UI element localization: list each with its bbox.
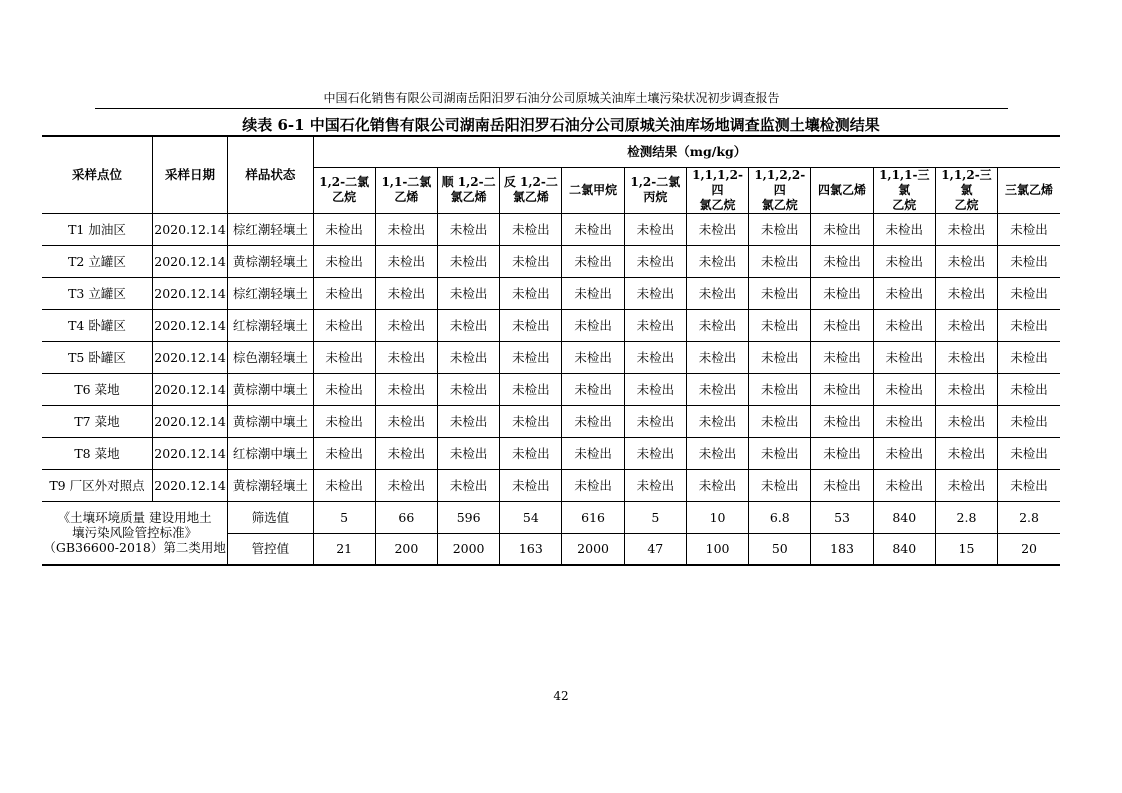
screening-value-cell: 6.8 xyxy=(749,501,811,533)
sampling-date-cell: 2020.12.14 xyxy=(152,405,227,437)
result-value-cell: 未检出 xyxy=(811,437,873,469)
header-compound xyxy=(935,167,997,213)
result-value-cell: 未检出 xyxy=(624,245,686,277)
sampling-point-cell: T4 卧罐区 xyxy=(42,309,152,341)
screening-label-cell: 筛选值 xyxy=(228,501,313,533)
result-value-cell: 未检出 xyxy=(873,213,935,245)
header-compound-line1: 四氯乙烯 xyxy=(818,182,867,197)
result-value-cell: 未检出 xyxy=(935,309,997,341)
result-value-cell: 未检出 xyxy=(624,405,686,437)
result-value-cell: 未检出 xyxy=(375,277,437,309)
header-compound-line2: 乙烷 xyxy=(954,197,979,212)
result-value-cell: 未检出 xyxy=(500,245,562,277)
result-value-cell: 未检出 xyxy=(686,373,748,405)
screening-value-cell: 616 xyxy=(562,501,624,533)
result-value-cell: 未检出 xyxy=(562,213,624,245)
table-row xyxy=(42,437,1060,469)
header-compound xyxy=(811,167,873,213)
result-value-cell: 未检出 xyxy=(998,341,1060,373)
header-compound-line2: 氯乙烷 xyxy=(699,197,736,212)
result-value-cell: 未检出 xyxy=(375,213,437,245)
header-compound-line2: 乙烷 xyxy=(892,197,917,212)
result-value-cell: 未检出 xyxy=(624,437,686,469)
result-value-cell: 未检出 xyxy=(873,437,935,469)
result-value-cell: 未检出 xyxy=(935,373,997,405)
result-value-cell: 未检出 xyxy=(873,309,935,341)
control-value-cell: 15 xyxy=(935,533,997,565)
result-value-cell: 未检出 xyxy=(500,213,562,245)
header-compound xyxy=(873,167,935,213)
result-value-cell: 未检出 xyxy=(562,437,624,469)
result-value-cell: 未检出 xyxy=(811,277,873,309)
sampling-point-cell: T7 菜地 xyxy=(42,405,152,437)
header-compound-line1: 三氯乙烯 xyxy=(1005,182,1054,197)
header-compound-line1: 二氯甲烷 xyxy=(569,182,618,197)
sample-state-cell: 棕红潮轻壤土 xyxy=(228,213,313,245)
result-value-cell: 未检出 xyxy=(749,437,811,469)
result-value-cell: 未检出 xyxy=(749,373,811,405)
result-value-cell: 未检出 xyxy=(873,277,935,309)
result-value-cell: 未检出 xyxy=(438,437,500,469)
sampling-point-cell: T5 卧罐区 xyxy=(42,341,152,373)
header-compound-line1: 1,2-二氯 xyxy=(630,175,681,189)
result-value-cell: 未检出 xyxy=(500,437,562,469)
result-value-cell: 未检出 xyxy=(562,405,624,437)
sample-state-cell: 棕色潮轻壤土 xyxy=(228,341,313,373)
screening-value-cell: 54 xyxy=(500,501,562,533)
sampling-point-cell: T9 厂区外对照点 xyxy=(42,469,152,501)
result-value-cell: 未检出 xyxy=(686,213,748,245)
result-value-cell: 未检出 xyxy=(811,405,873,437)
result-value-cell: 未检出 xyxy=(375,469,437,501)
header-compound xyxy=(313,167,375,213)
header-compound xyxy=(998,167,1060,213)
result-value-cell: 未检出 xyxy=(873,245,935,277)
result-value-cell: 未检出 xyxy=(500,277,562,309)
control-value-cell: 20 xyxy=(998,533,1060,565)
sampling-point-cell: T1 加油区 xyxy=(42,213,152,245)
header-results-group: 检测结果（mg/kg） xyxy=(313,136,1060,167)
standard-reference-line1: 《土壤环境质量 建设用地土 xyxy=(57,510,212,526)
result-value-cell: 未检出 xyxy=(313,245,375,277)
result-value-cell: 未检出 xyxy=(998,213,1060,245)
control-value-cell: 2000 xyxy=(438,533,500,565)
result-value-cell: 未检出 xyxy=(313,309,375,341)
result-value-cell: 未检出 xyxy=(998,373,1060,405)
result-value-cell: 未检出 xyxy=(935,277,997,309)
result-value-cell: 未检出 xyxy=(749,213,811,245)
screening-value-cell: 10 xyxy=(686,501,748,533)
sampling-date-cell: 2020.12.14 xyxy=(152,277,227,309)
screening-value-cell: 53 xyxy=(811,501,873,533)
result-value-cell: 未检出 xyxy=(313,213,375,245)
result-value-cell: 未检出 xyxy=(313,341,375,373)
sample-state-cell: 黄棕潮轻壤土 xyxy=(228,469,313,501)
result-value-cell: 未检出 xyxy=(749,245,811,277)
control-label-cell: 管控值 xyxy=(228,533,313,565)
result-value-cell: 未检出 xyxy=(562,245,624,277)
header-compound-line1: 1,2-二氯 xyxy=(319,175,370,189)
result-value-cell: 未检出 xyxy=(811,213,873,245)
standard-reference-cell xyxy=(42,501,228,565)
result-value-cell: 未检出 xyxy=(811,309,873,341)
sample-state-cell: 黄棕潮轻壤土 xyxy=(228,245,313,277)
control-value-cell: 163 xyxy=(500,533,562,565)
result-value-cell: 未检出 xyxy=(624,469,686,501)
result-value-cell: 未检出 xyxy=(998,405,1060,437)
table-row xyxy=(42,341,1060,373)
header-compound-line1: 反 1,2-二 xyxy=(503,175,558,189)
result-value-cell: 未检出 xyxy=(686,405,748,437)
header-compound-line2: 氯乙烯 xyxy=(450,190,487,204)
screening-value-cell: 840 xyxy=(873,501,935,533)
result-value-cell: 未检出 xyxy=(624,277,686,309)
header-sampling-point: 采样点位 xyxy=(42,136,152,213)
table-row xyxy=(42,245,1060,277)
result-value-cell: 未检出 xyxy=(686,469,748,501)
header-sample-state: 样品状态 xyxy=(228,136,313,213)
sampling-date-cell: 2020.12.14 xyxy=(152,469,227,501)
header-compound xyxy=(562,167,624,213)
control-value-cell: 21 xyxy=(313,533,375,565)
result-value-cell: 未检出 xyxy=(998,245,1060,277)
result-value-cell: 未检出 xyxy=(686,277,748,309)
sampling-date-cell: 2020.12.14 xyxy=(152,213,227,245)
result-value-cell: 未检出 xyxy=(749,405,811,437)
table-row xyxy=(42,309,1060,341)
result-value-cell: 未检出 xyxy=(686,245,748,277)
result-value-cell: 未检出 xyxy=(935,405,997,437)
result-value-cell: 未检出 xyxy=(500,373,562,405)
result-value-cell: 未检出 xyxy=(438,341,500,373)
result-value-cell: 未检出 xyxy=(438,309,500,341)
header-compound-line2: 氯乙烯 xyxy=(512,190,549,204)
result-value-cell: 未检出 xyxy=(998,469,1060,501)
sampling-point-cell: T8 菜地 xyxy=(42,437,152,469)
header-compound xyxy=(438,167,500,213)
result-value-cell: 未检出 xyxy=(500,341,562,373)
screening-value-cell: 5 xyxy=(313,501,375,533)
result-value-cell: 未检出 xyxy=(562,309,624,341)
result-value-cell: 未检出 xyxy=(375,405,437,437)
header-compound xyxy=(375,167,437,213)
running-header: 中国石化销售有限公司湖南岳阳汨罗石油分公司原城关油库土壤污染状况初步调查报告 xyxy=(323,91,780,105)
screening-value-cell: 2.8 xyxy=(998,501,1060,533)
header-compound-line2: 乙烷 xyxy=(332,190,357,204)
result-value-cell: 未检出 xyxy=(500,405,562,437)
sampling-date-cell: 2020.12.14 xyxy=(152,309,227,341)
result-value-cell: 未检出 xyxy=(624,341,686,373)
sampling-date-cell: 2020.12.14 xyxy=(152,373,227,405)
header-rule xyxy=(95,108,1008,109)
result-value-cell: 未检出 xyxy=(811,245,873,277)
result-value-cell: 未检出 xyxy=(438,277,500,309)
table-row xyxy=(42,469,1060,501)
result-value-cell: 未检出 xyxy=(873,405,935,437)
header-compound-line1: 1,1-二氯 xyxy=(381,175,432,189)
sample-state-cell: 红棕潮中壤土 xyxy=(228,437,313,469)
result-value-cell: 未检出 xyxy=(998,309,1060,341)
sampling-point-cell: T6 菜地 xyxy=(42,373,152,405)
result-value-cell: 未检出 xyxy=(624,373,686,405)
control-value-cell: 100 xyxy=(686,533,748,565)
result-value-cell: 未检出 xyxy=(811,341,873,373)
table-row xyxy=(42,405,1060,437)
result-value-cell: 未检出 xyxy=(500,469,562,501)
sampling-point-cell: T3 立罐区 xyxy=(42,277,152,309)
header-compound-line1: 1,1,1-三氯 xyxy=(879,167,930,197)
result-value-cell: 未检出 xyxy=(686,309,748,341)
result-value-cell: 未检出 xyxy=(935,437,997,469)
header-compound xyxy=(500,167,562,213)
result-value-cell: 未检出 xyxy=(438,245,500,277)
header-compound-line1: 1,1,2,2-四 xyxy=(754,167,806,197)
header-compound-line1: 顺 1,2-二 xyxy=(441,175,496,189)
result-value-cell: 未检出 xyxy=(562,469,624,501)
header-compound-line2: 丙烷 xyxy=(643,190,668,204)
sample-state-cell: 黄棕潮中壤土 xyxy=(228,373,313,405)
result-value-cell: 未检出 xyxy=(438,469,500,501)
result-value-cell: 未检出 xyxy=(624,309,686,341)
header-sampling-date: 采样日期 xyxy=(152,136,227,213)
screening-value-cell: 5 xyxy=(624,501,686,533)
soil-results-table xyxy=(42,135,1060,566)
header-compound-line2: 氯乙烷 xyxy=(761,197,798,212)
screening-value-cell: 596 xyxy=(438,501,500,533)
result-value-cell: 未检出 xyxy=(998,277,1060,309)
result-value-cell: 未检出 xyxy=(562,277,624,309)
result-value-cell: 未检出 xyxy=(500,309,562,341)
table-row xyxy=(42,213,1060,245)
result-value-cell: 未检出 xyxy=(686,437,748,469)
standard-reference-line2: 壤污染风险管控标准》 xyxy=(72,525,198,541)
sampling-point-cell: T2 立罐区 xyxy=(42,245,152,277)
result-value-cell: 未检出 xyxy=(873,373,935,405)
result-value-cell: 未检出 xyxy=(998,437,1060,469)
sampling-date-cell: 2020.12.14 xyxy=(152,245,227,277)
result-value-cell: 未检出 xyxy=(313,469,375,501)
header-compound-line1: 1,1,2-三氯 xyxy=(941,167,992,197)
result-value-cell: 未检出 xyxy=(749,341,811,373)
header-compound-line1: 1,1,1,2-四 xyxy=(692,167,744,197)
screening-value-cell: 2.8 xyxy=(935,501,997,533)
result-value-cell: 未检出 xyxy=(375,373,437,405)
sampling-date-cell: 2020.12.14 xyxy=(152,437,227,469)
sampling-date-cell: 2020.12.14 xyxy=(152,341,227,373)
control-value-cell: 50 xyxy=(749,533,811,565)
result-value-cell: 未检出 xyxy=(375,341,437,373)
standard-reference-line3: （GB36600-2018）第二类用地 xyxy=(43,540,226,556)
table-row xyxy=(42,373,1060,405)
header-compound xyxy=(749,167,811,213)
sample-state-cell: 黄棕潮中壤土 xyxy=(228,405,313,437)
result-value-cell: 未检出 xyxy=(935,469,997,501)
result-value-cell: 未检出 xyxy=(375,309,437,341)
result-value-cell: 未检出 xyxy=(313,373,375,405)
result-value-cell: 未检出 xyxy=(935,213,997,245)
control-value-cell: 47 xyxy=(624,533,686,565)
control-value-cell: 200 xyxy=(375,533,437,565)
result-value-cell: 未检出 xyxy=(562,341,624,373)
result-value-cell: 未检出 xyxy=(375,245,437,277)
control-value-cell: 840 xyxy=(873,533,935,565)
result-value-cell: 未检出 xyxy=(562,373,624,405)
result-value-cell: 未检出 xyxy=(375,437,437,469)
result-value-cell: 未检出 xyxy=(811,373,873,405)
result-value-cell: 未检出 xyxy=(873,469,935,501)
result-value-cell: 未检出 xyxy=(811,469,873,501)
result-value-cell: 未检出 xyxy=(935,341,997,373)
control-value-cell: 2000 xyxy=(562,533,624,565)
result-value-cell: 未检出 xyxy=(749,469,811,501)
screening-row xyxy=(42,501,1060,533)
result-value-cell: 未检出 xyxy=(935,245,997,277)
page-number: 42 xyxy=(553,689,569,703)
header-compound xyxy=(686,167,748,213)
header-compound-line2: 乙烯 xyxy=(394,190,419,204)
screening-value-cell: 66 xyxy=(375,501,437,533)
result-value-cell: 未检出 xyxy=(749,309,811,341)
table-row xyxy=(42,277,1060,309)
result-value-cell: 未检出 xyxy=(438,405,500,437)
result-value-cell: 未检出 xyxy=(313,277,375,309)
result-value-cell: 未检出 xyxy=(686,341,748,373)
result-value-cell: 未检出 xyxy=(438,213,500,245)
result-value-cell: 未检出 xyxy=(749,277,811,309)
result-value-cell: 未检出 xyxy=(313,437,375,469)
sample-state-cell: 棕红潮轻壤土 xyxy=(228,277,313,309)
result-value-cell: 未检出 xyxy=(873,341,935,373)
control-value-cell: 183 xyxy=(811,533,873,565)
result-value-cell: 未检出 xyxy=(624,213,686,245)
result-value-cell: 未检出 xyxy=(438,373,500,405)
header-compound xyxy=(624,167,686,213)
result-value-cell: 未检出 xyxy=(313,405,375,437)
table-title: 续表 6-1 中国石化销售有限公司湖南岳阳汨罗石油分公司原城关油库场地调查监测土壤检测结果 xyxy=(242,116,880,134)
sample-state-cell: 红棕潮轻壤土 xyxy=(228,309,313,341)
